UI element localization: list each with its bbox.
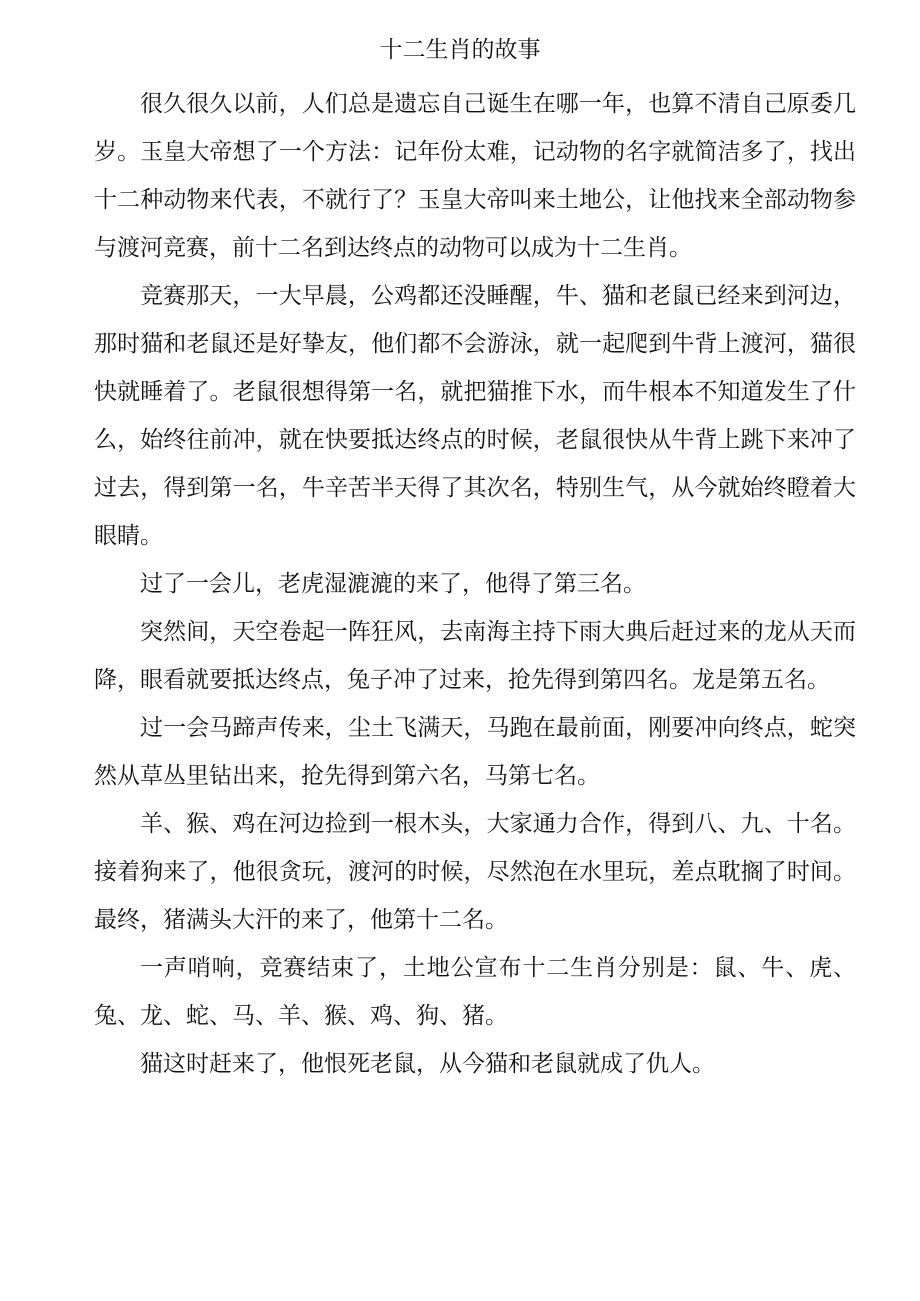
paragraph-7: 一声哨响，竞赛结束了，土地公宣布十二生肖分别是：鼠、牛、虎、兔、龙、蛇、马、羊、猴、鸡、狗、猪。	[94, 955, 856, 1029]
document-body	[94, 80, 856, 1088]
paragraph-6: 羊、猴、鸡在河边捡到一根木头，大家通力合作，得到八、九、十名。接着狗来了，他很贪玩，渡河的时候，尽然泡在水里玩，差点耽搁了时间。最终，猪满头大汗的来了，他第十二名。	[94, 811, 856, 933]
paragraph-3: 过了一会儿，老虎湿漉漉的来了，他得了第三名。	[140, 571, 646, 597]
paragraph-2: 竞赛那天，一大早晨，公鸡都还没睡醒，牛、猫和老鼠已经来到河边，那时猫和老鼠还是好挚友，他们都不会游泳，就一起爬到牛背上渡河，猫很快就睡着了。老鼠很想得第一名，就把猫推下水，而牛根本不知道发生了什么，始终往前冲，就在快要抵达终点的时候，老鼠很快从牛背上跳下来冲了过去，得到第一名，牛辛苦半天得了其次名，特别生气，从今就始终瞪着大眼睛。	[94, 283, 856, 549]
paragraph-4: 突然间，天空卷起一阵狂风，去南海主持下雨大典后赶过来的龙从天而降，眼看就要抵达终点，兔子冲了过来，抢先得到第四名。龙是第五名。	[94, 619, 856, 693]
paragraph-1: 很久很久以前，人们总是遗忘自己诞生在哪一年，也算不清自己原委几岁。玉皇大帝想了一个方法：记年份太难，记动物的名字就简洁多了，找出十二种动物来代表，不就行了？玉皇大帝叫来土地公，让他找来全部动物参与渡河竞赛，前十二名到达终点的动物可以成为十二生肖。	[94, 91, 856, 261]
paragraph-5: 过一会马蹄声传来，尘土飞满天，马跑在最前面，刚要冲向终点，蛇突然从草丛里钻出来，抢先得到第六名，马第七名。	[94, 715, 856, 789]
document-title: 十二生肖的故事	[379, 37, 541, 63]
paragraph-8: 猫这时赶来了，他恨死老鼠，从今猫和老鼠就成了仇人。	[140, 1051, 715, 1077]
